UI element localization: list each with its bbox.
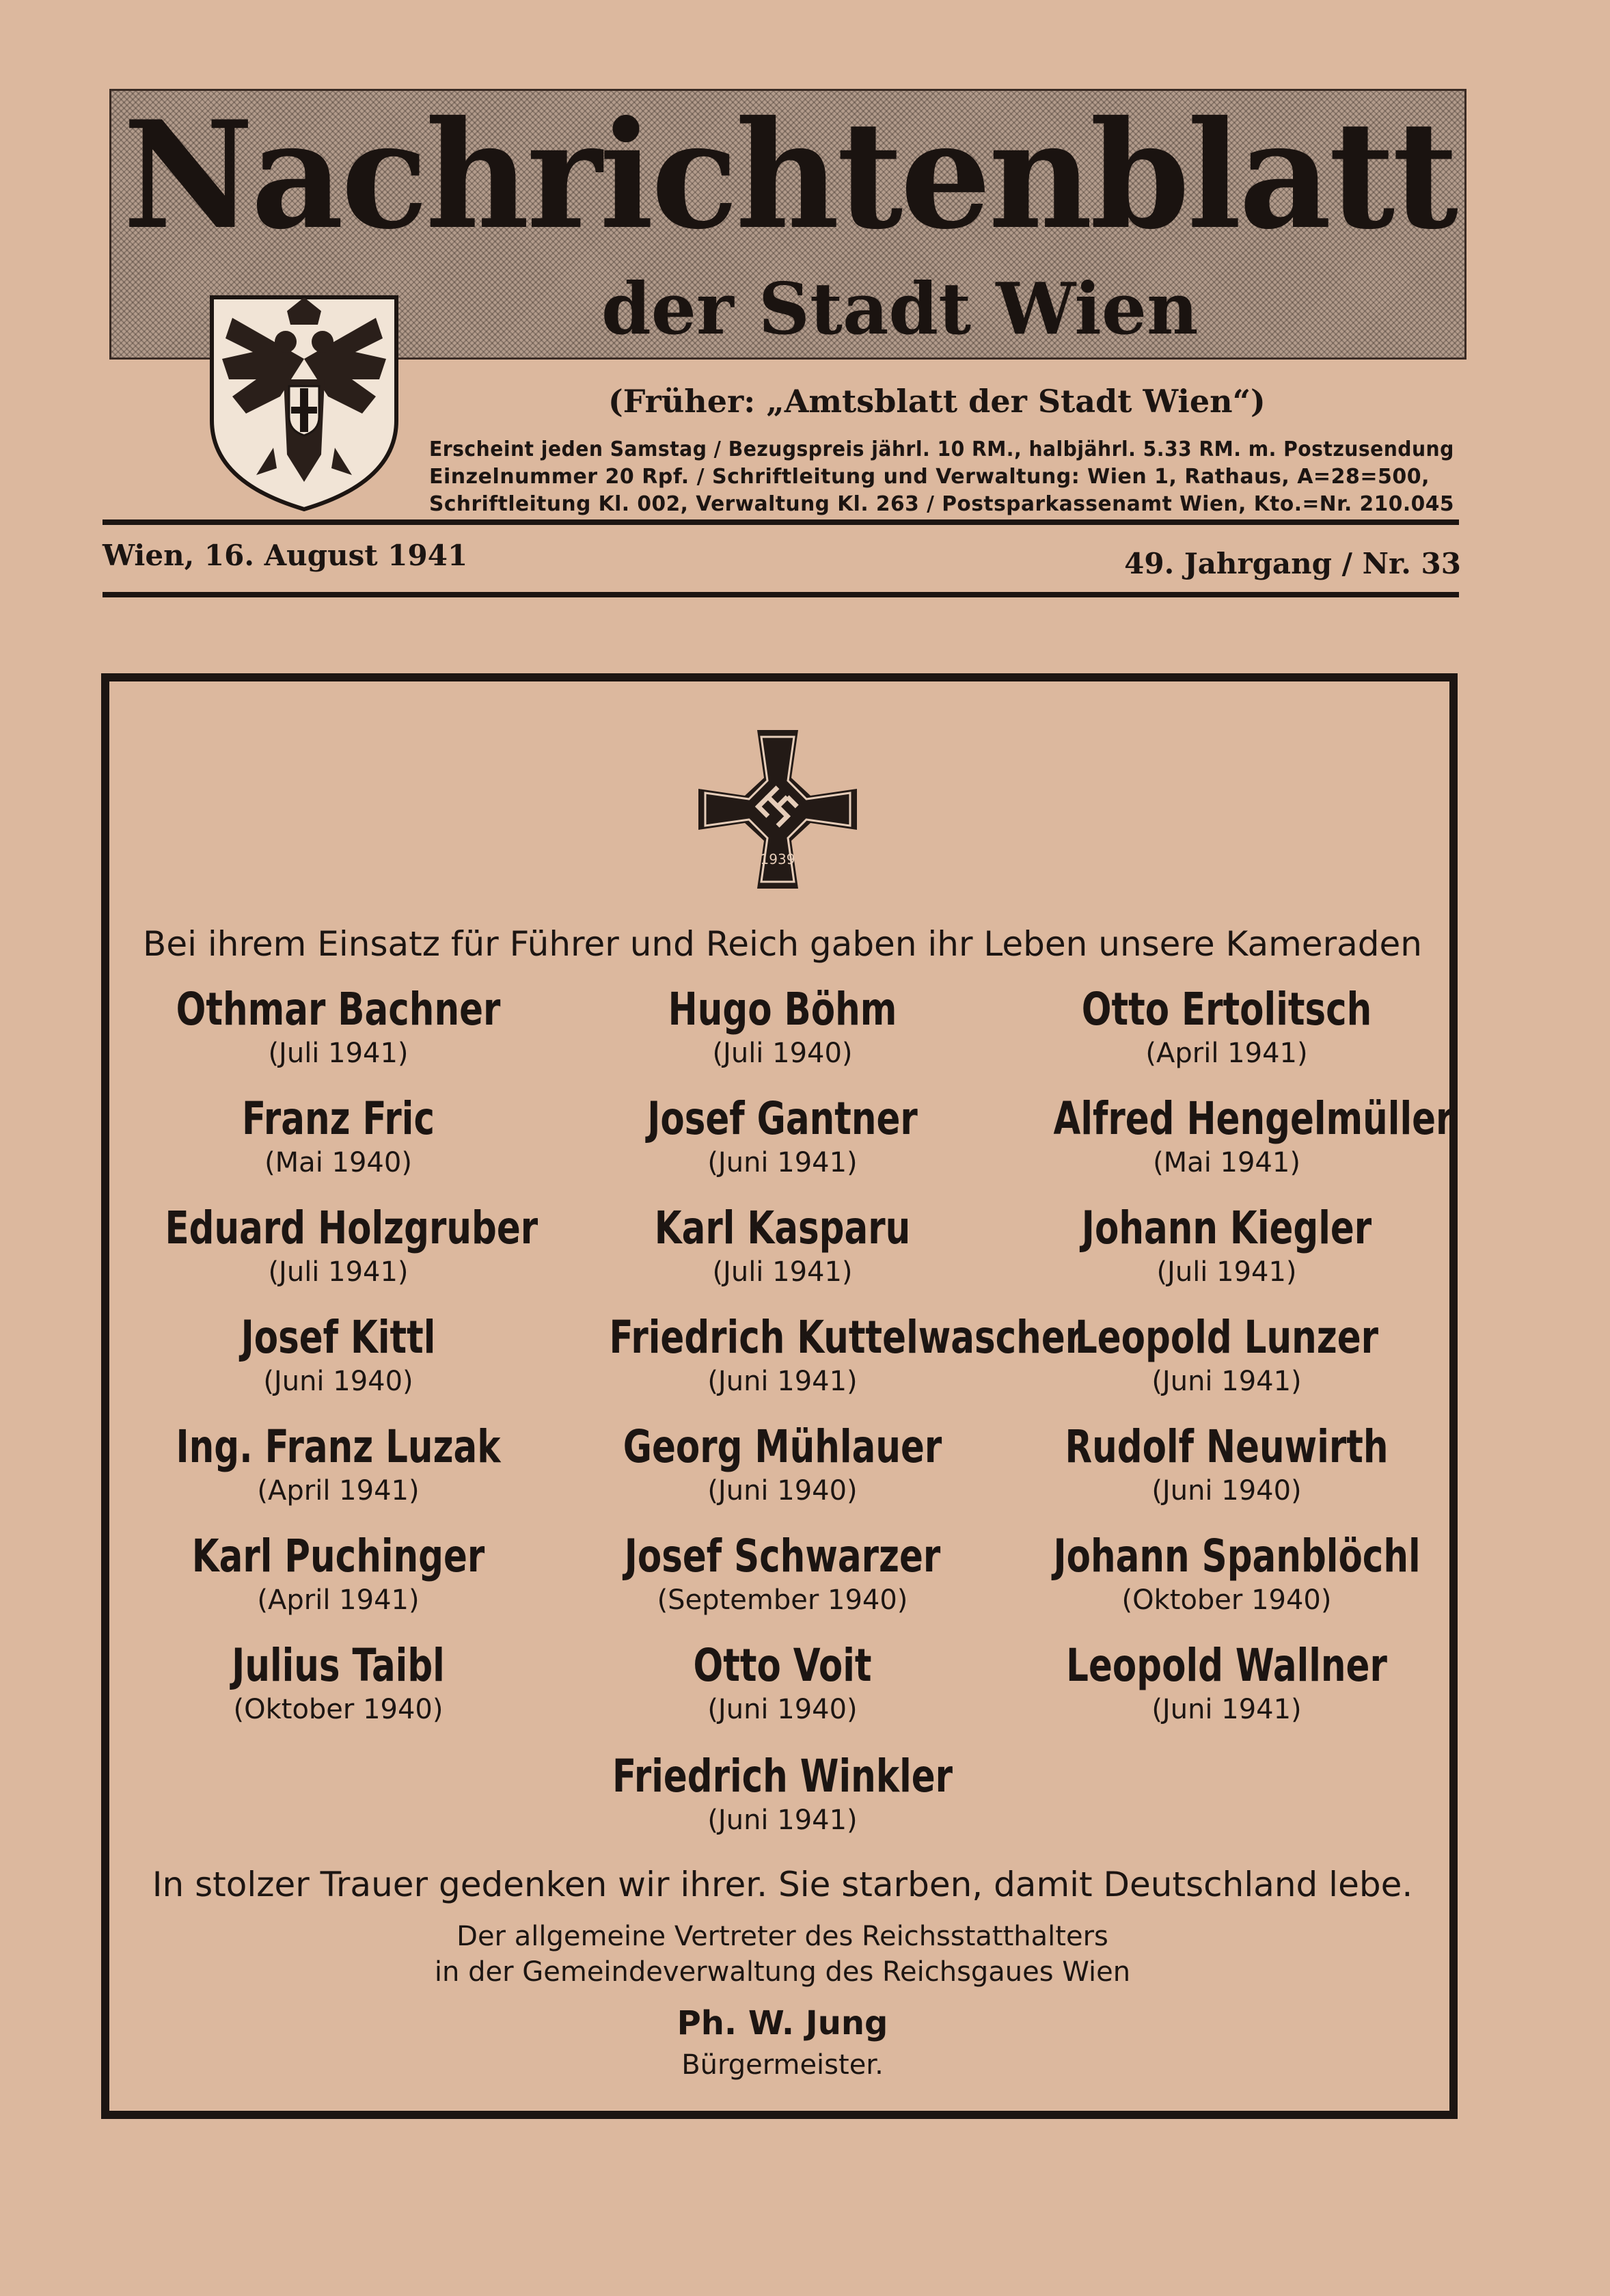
fallen-date: (April 1941) [1145,1038,1308,1069]
fallen-date: (Juni 1941) [707,1147,858,1178]
fallen-entry [116,983,560,1092]
cross-year: 1939 [760,851,795,867]
fallen-name: Josef Gantner [647,1092,918,1145]
fallen-name: Eduard Holzgruber [165,1202,538,1254]
fallen-entry [116,1420,560,1530]
fallen-entry [1005,1092,1454,1202]
signatory-name: Ph. W. Jung [677,2004,888,2042]
fallen-name: Leopold Lunzer [1074,1311,1379,1364]
fallen-name: Rudolf Neuwirth [1065,1420,1389,1473]
fallen-entry [1005,1639,1449,1748]
fallen-entry [560,1420,1005,1530]
fallen-names-grid [116,983,1454,1748]
fallen-entry [560,1202,1005,1311]
fallen-name: Friedrich Winkler [612,1750,953,1802]
masthead-title: Nachrichtenblatt [123,88,1456,262]
fallen-date: (Juni 1940) [707,1694,858,1725]
fallen-entry [116,1092,560,1202]
fallen-date: (Oktober 1940) [1121,1584,1332,1616]
fallen-date: (Juni 1940) [1151,1475,1302,1507]
dateline-issue: 49. Jahrgang / Nr. 33 [1124,547,1461,580]
fallen-name: Karl Kasparu [654,1202,911,1254]
memorial-intro: Bei ihrem Einsatz für Führer und Reich gaben ihr Leben unsere Kameraden [143,924,1422,964]
fallen-date: (Juli 1940) [712,1038,853,1069]
fallen-name: Julius Taibl [232,1639,445,1692]
fallen-entry-final [116,1750,1449,1837]
fallen-date: (Juni 1940) [263,1366,413,1397]
iron-cross-icon [698,730,857,889]
fallen-name: Leopold Wallner [1066,1639,1387,1692]
fallen-entry [116,1311,560,1420]
header-rule-bottom [103,592,1459,597]
fallen-entry [560,1530,1005,1639]
signatory-line-2: in der Gemeindeverwaltung des Reichsgaues Wien [434,1956,1131,1988]
fallen-name: Otto Ertolitsch [1081,983,1372,1036]
vienna-coat-of-arms-icon [205,277,403,513]
fallen-date: (Juli 1941) [712,1256,853,1288]
fallen-name: Othmar Bachner [176,983,501,1036]
fallen-entry [1005,1420,1449,1530]
fallen-entry [560,1639,1005,1748]
publication-info-line-3: Schriftleitung Kl. 002, Verwaltung Kl. 263 / Postsparkassenamt Wien, Kto.=Nr. 210.045 [429,492,1455,516]
fallen-date: (Mai 1940) [264,1147,412,1178]
fallen-entry [560,1092,1005,1202]
publication-info-line-1: Erscheint jeden Samstag / Bezugspreis jährl. 10 RM., halbjährl. 5.33 RM. m. Postzusendung [429,437,1454,461]
dateline-place-date: Wien, 16. August 1941 [103,539,468,572]
fallen-date: (September 1940) [657,1584,908,1616]
fallen-entry [1005,1202,1449,1311]
closing-statement: In stolzer Trauer gedenken wir ihrer. Sie starben, damit Deutschland lebe. [152,1865,1413,1904]
fallen-name: Georg Mühlauer [623,1420,942,1473]
fallen-entry [116,1202,560,1311]
fallen-date: (Juli 1941) [268,1038,409,1069]
publication-info-line-2: Einzelnummer 20 Rpf. / Schriftleitung und Verwaltung: Wien 1, Rathaus, A=28=500, [429,465,1430,489]
fallen-name: Josef Schwarzer [624,1530,941,1582]
fallen-date: (Juli 1941) [268,1256,409,1288]
header-rule-top [103,519,1459,525]
fallen-date: (Juni 1940) [707,1475,858,1507]
fallen-name: Karl Puchinger [191,1530,485,1582]
fallen-date: (Juni 1941) [1151,1366,1302,1397]
fallen-name: Johann Spanblöchl [1053,1530,1421,1582]
fallen-date: (Juni 1941) [707,1805,858,1836]
fallen-date: (April 1941) [257,1584,420,1616]
formerly-note: (Früher: „Amtsblatt der Stadt Wien“) [608,383,1266,420]
fallen-date: (Oktober 1940) [233,1694,444,1725]
fallen-date: (Juni 1941) [707,1366,858,1397]
fallen-date: (Juni 1941) [1151,1694,1302,1725]
signatory-title: Bürgermeister. [681,2049,884,2081]
signatory-line-1: Der allgemeine Vertreter des Reichsstatthalters [456,1921,1108,1952]
fallen-date: (April 1941) [257,1475,420,1507]
fallen-entry [1005,1530,1449,1639]
fallen-date: (Mai 1941) [1153,1147,1300,1178]
masthead-subtitle: der Stadt Wien [601,267,1199,351]
fallen-name: Otto Voit [693,1639,872,1692]
fallen-name: Friedrich Kuttelwascher [609,1311,1083,1364]
fallen-entry [1005,983,1449,1092]
fallen-name: Hugo Böhm [668,983,897,1036]
fallen-date: (Juli 1941) [1156,1256,1297,1288]
fallen-name: Johann Kiegler [1081,1202,1372,1254]
fallen-entry [116,1639,560,1748]
fallen-name: Alfred Hengelmüller [1053,1092,1454,1145]
fallen-entry [116,1530,560,1639]
fallen-name: Franz Fric [242,1092,435,1145]
fallen-name: Josef Kittl [241,1311,436,1364]
fallen-entry [1005,1311,1449,1420]
fallen-entry [560,983,1005,1092]
fallen-name: Ing. Franz Luzak [176,1420,501,1473]
fallen-entry [560,1311,1083,1420]
